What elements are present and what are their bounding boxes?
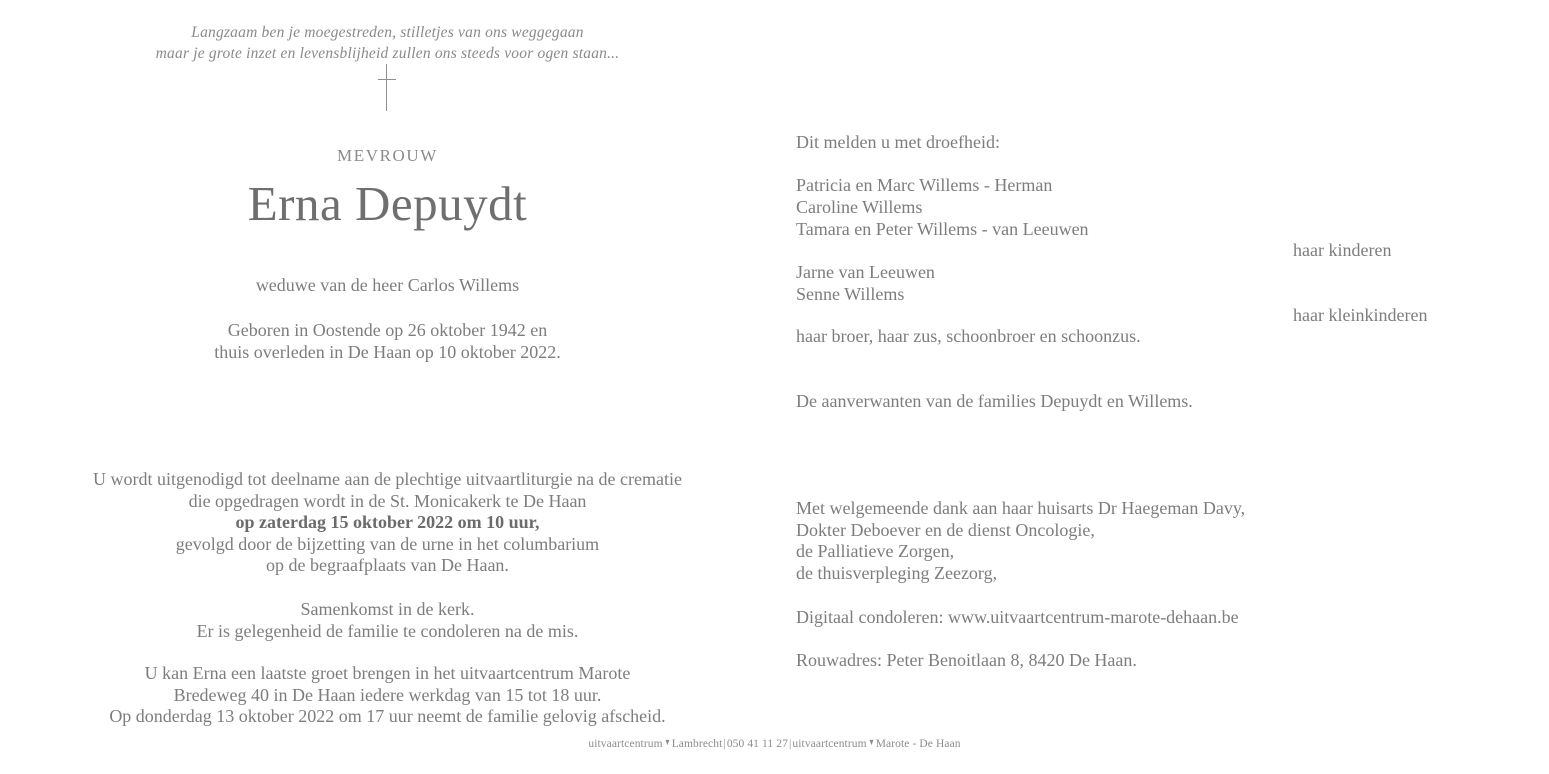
latin-cross-icon (378, 64, 396, 111)
children-label: haar kinderen (1293, 240, 1392, 260)
quote-line-2: maar je grote inzet en levensblijheid zullen ons steeds voor ogen staan... (155, 45, 620, 62)
visiting-details (0, 663, 775, 728)
relatives-line: De aanverwanten van de families Depuydt en Willems. (796, 391, 1193, 411)
quote-line-1: Langzaam ben je moegestreden, stilletjes van ons weggegaan (191, 24, 584, 41)
deceased-name: Erna Depuydt (247, 176, 528, 231)
ceremony-line-4: gevolgd door de bijzetting van de urne in het columbarium (175, 533, 600, 554)
flame-icon: ▼ (663, 737, 671, 747)
birth-death-block (0, 319, 775, 363)
thanks-line-4: de thuisverpleging Zeezorg, (796, 562, 998, 583)
thanks-block (796, 498, 1245, 584)
thanks-line-2: Dokter Deboever en de dienst Oncologie, (796, 519, 1095, 540)
list-item: Caroline Willems (796, 197, 923, 217)
announcement-line: Dit melden u met droefheid: (796, 132, 1000, 152)
visiting-line-3: Op donderdag 13 oktober 2022 om 17 uur neemt de familie gelovig afscheid. (109, 706, 666, 726)
footer-separator-2: | (788, 738, 792, 750)
gathering-line-1: Samenkomst in de kerk. (300, 599, 475, 619)
list-item: Tamara en Peter Willems - van Leeuwen (796, 219, 1089, 239)
list-item: Jarne van Leeuwen (796, 262, 935, 282)
birth-line: Geboren in Oostende op 26 oktober 1942 en (227, 320, 548, 340)
list-item: Patricia en Marc Willems - Herman (796, 175, 1053, 195)
honorific: MEVROUW (337, 146, 438, 165)
grandchildren-list (796, 261, 935, 305)
visiting-line-2: Bredeweg 40 in De Haan iedere werkdag van 15 tot 18 uur. (173, 684, 602, 705)
cross-vertical-bar (386, 64, 387, 111)
ceremony-line-1: U wordt uitgenodigd tot deelname aan de plechtige uitvaartliturgie na de crematie (93, 469, 682, 489)
spouse-line: weduwe van de heer Carlos Willems (255, 275, 520, 295)
footer-phone: 050 41 11 27 (726, 738, 788, 750)
ceremony-line-5: op de begraafplaats van De Haan. (266, 555, 509, 575)
mourning-address-line: Rouwadres: Peter Benoitlaan 8, 8420 De Haan. (796, 650, 1137, 670)
cross-horizontal-bar (378, 79, 396, 80)
digital-condolence-line: Digitaal condoleren: www.uitvaartcentrum-marote-dehaan.be (796, 607, 1239, 627)
thanks-line-3: de Palliatieve Zorgen, (796, 541, 955, 561)
list-item: Senne Willems (796, 284, 905, 304)
grandchildren-label: haar kleinkinderen (1293, 305, 1428, 325)
memorial-quote (0, 22, 775, 64)
gathering-details (0, 599, 775, 642)
ceremony-details (0, 469, 775, 577)
footer-branch-1: Lambrecht (671, 738, 723, 750)
siblings-line: haar broer, haar zus, schoonbroer en schoonzus. (796, 326, 1141, 346)
children-list (796, 174, 1089, 240)
thanks-line-1: Met welgemeende dank aan haar huisarts Dr Haegeman Davy, (796, 498, 1246, 518)
visiting-line-1: U kan Erna een laatste groet brengen in het uitvaartcentrum Marote (144, 663, 631, 683)
footer-part-1: uitvaartcentrum (588, 738, 663, 750)
death-line: thuis overleden in De Haan op 10 oktober 2022. (214, 342, 561, 362)
footer-separator-1: | (723, 738, 726, 750)
footer-part-2: uitvaartcentrum (792, 738, 867, 750)
gathering-line-2: Er is gelegenheid de familie te condoleren na de mis. (196, 620, 579, 641)
footer-imprint (0, 737, 1549, 750)
flame-icon-2: ▼ (867, 737, 875, 747)
ceremony-line-2: die opgedragen wordt in de St. Monicakerk te De Haan (188, 490, 587, 511)
footer-branch-2: Marote - De Haan (875, 738, 961, 750)
ceremony-datetime: op zaterdag 15 oktober 2022 om 10 uur, (235, 512, 540, 532)
